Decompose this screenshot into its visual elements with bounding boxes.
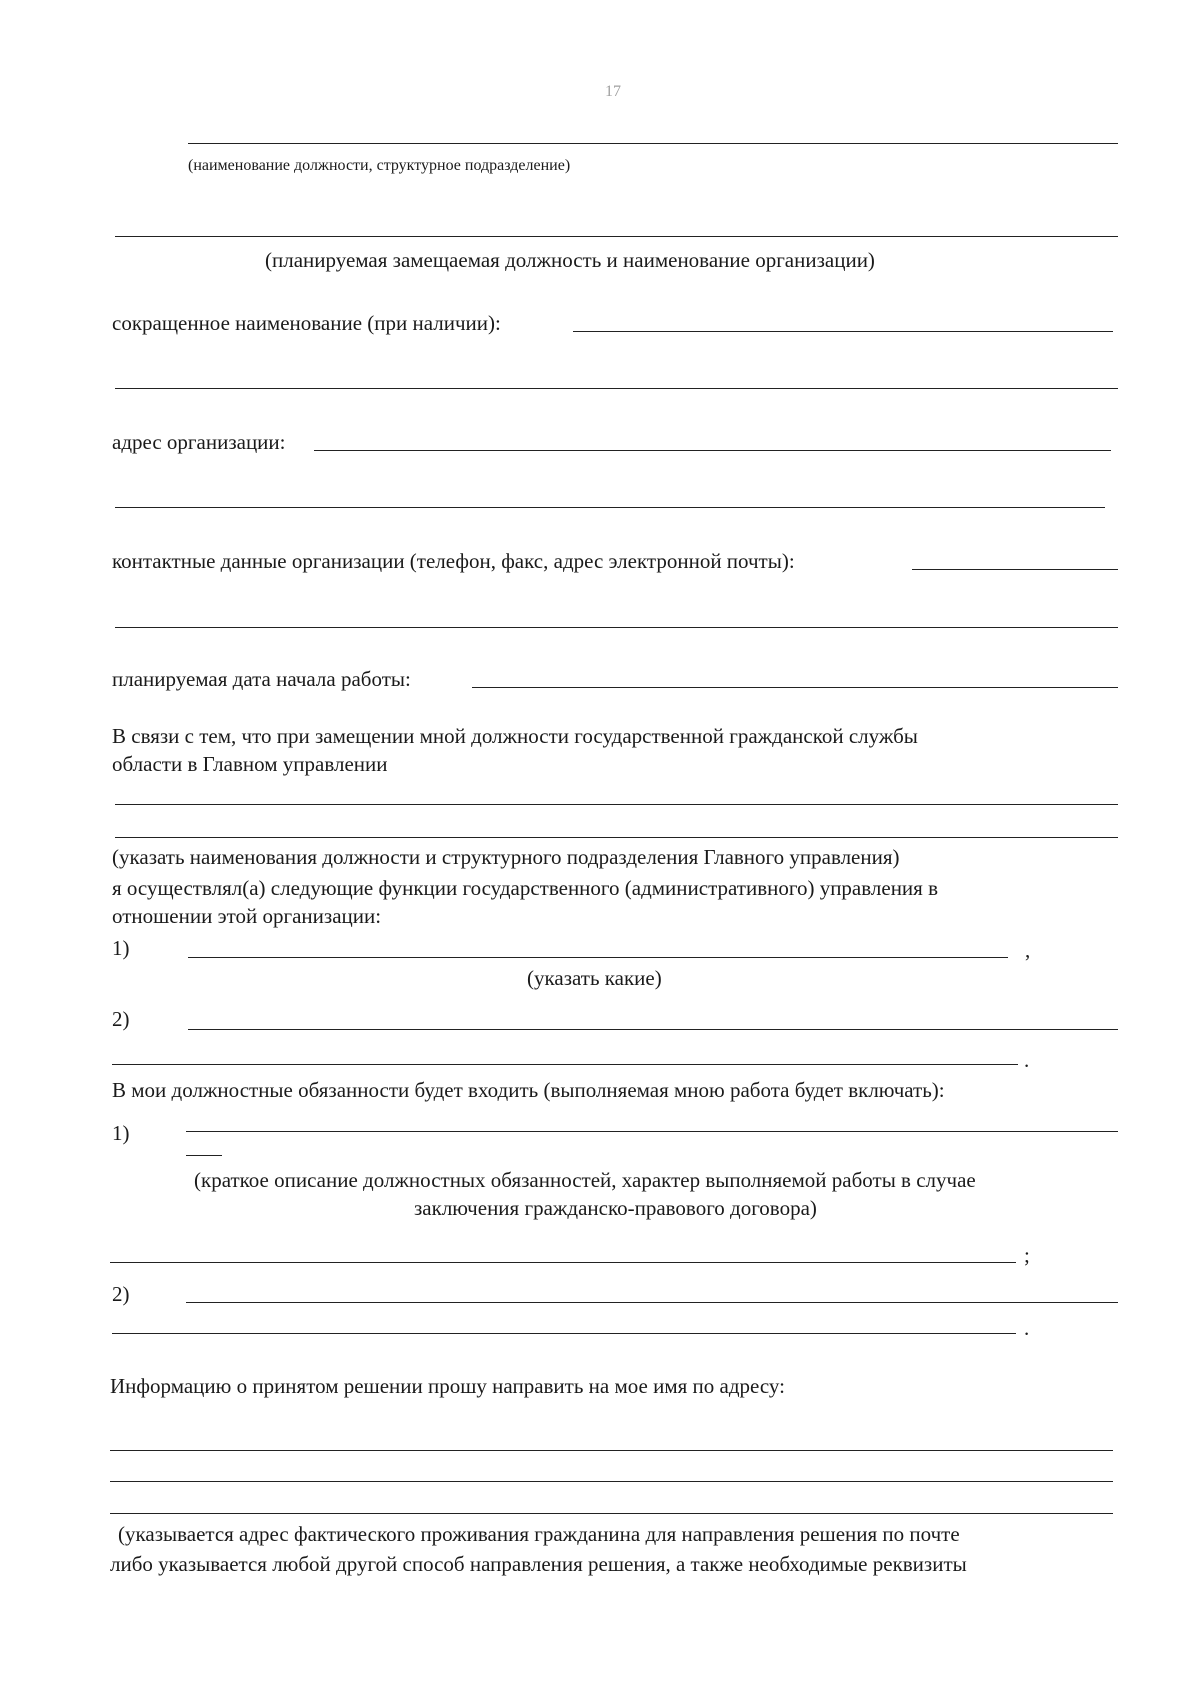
address-caption-line-1: (указывается адрес фактического проживания гражданина для направления решения по почте — [118, 1522, 960, 1546]
functions-text-line-2: отношении этой организации: — [112, 904, 382, 928]
contacts-field-line[interactable] — [912, 569, 1118, 570]
decision-request-text: Информацию о принятом решении прошу направить на мое имя по адресу: — [110, 1374, 785, 1398]
reply-address-field-line-1[interactable] — [110, 1450, 1113, 1451]
duty-1-field-line-2[interactable] — [110, 1262, 1016, 1263]
org-address-label: адрес организации: — [112, 430, 286, 454]
function-2-field-line[interactable] — [188, 1029, 1118, 1030]
position-caption: (наименование должности, структурное подразделение) — [188, 157, 571, 174]
gu-position-field-line[interactable] — [115, 804, 1118, 805]
duty-2-period: . — [1024, 1316, 1030, 1340]
indicate-which-caption: (указать какие) — [527, 966, 662, 990]
duty-1-semicolon: ; — [1024, 1243, 1030, 1267]
duties-caption-line-2: заключения гражданско-правового договора) — [414, 1196, 817, 1220]
connection-text-line-1: В связи с тем, что при замещении мной должности государственной гражданской службы — [112, 724, 918, 748]
function-1-comma: , — [1025, 938, 1031, 962]
duty-item-1-number: 1) — [112, 1121, 130, 1145]
address-caption-line-2: либо указывается любой другой способ направления решения, а также необходимые реквизиты — [110, 1552, 967, 1576]
start-date-label: планируемая дата начала работы: — [112, 667, 411, 691]
indicate-position-caption: (указать наименования должности и структурного подразделения Главного управления) — [112, 845, 900, 869]
reply-address-field-line-2[interactable] — [110, 1481, 1113, 1482]
duties-caption-line-1: (краткое описание должностных обязанностей, характер выполняемой работы в случае — [194, 1168, 976, 1192]
start-date-field-line[interactable] — [472, 687, 1118, 688]
org-address-field-line[interactable] — [314, 450, 1111, 451]
duty-2-field-line[interactable] — [186, 1302, 1118, 1303]
page-number: 17 — [605, 83, 621, 100]
duty-item-2-number: 2) — [112, 1282, 130, 1306]
org-address-field-line-2[interactable] — [115, 507, 1105, 508]
short-name-field-line[interactable] — [573, 331, 1113, 332]
duties-intro: В мои должностные обязанности будет входить (выполняемая мною работа будет включать): — [112, 1078, 945, 1102]
functions-text-line-1: я осуществлял(а) следующие функции государственного (административного) управления в — [112, 876, 938, 900]
duty-1-field-line[interactable] — [186, 1131, 1118, 1132]
duty-2-field-line-2[interactable] — [112, 1333, 1016, 1334]
planned-position-field-line[interactable] — [115, 236, 1118, 237]
position-field-line[interactable] — [188, 143, 1118, 144]
function-1-field-line[interactable] — [188, 957, 1008, 958]
function-2-field-line-2[interactable] — [112, 1064, 1018, 1065]
function-item-1-number: 1) — [112, 936, 130, 960]
reply-address-field-line-3[interactable] — [110, 1513, 1113, 1514]
short-name-field-line-2[interactable] — [115, 388, 1118, 389]
contacts-label: контактные данные организации (телефон, факс, адрес электронной почты): — [112, 549, 795, 573]
duty-1-field-line-stub[interactable] — [186, 1155, 222, 1156]
short-name-label: сокращенное наименование (при наличии): — [112, 311, 501, 335]
gu-position-field-line-2[interactable] — [115, 837, 1118, 838]
connection-text-line-2: области в Главном управлении — [112, 752, 388, 776]
function-2-period: . — [1024, 1048, 1030, 1072]
function-item-2-number: 2) — [112, 1007, 130, 1031]
planned-position-caption: (планируемая замещаемая должность и наименование организации) — [265, 248, 875, 272]
contacts-field-line-2[interactable] — [115, 627, 1118, 628]
